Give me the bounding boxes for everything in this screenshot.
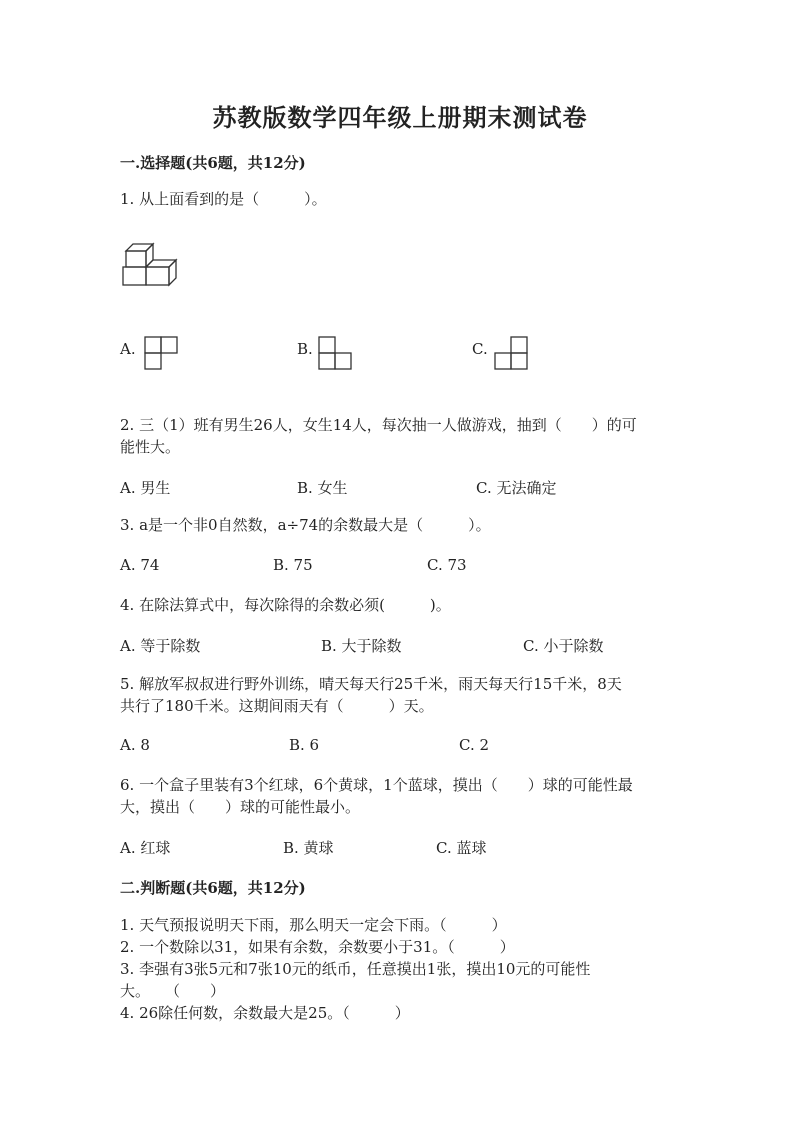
q4-option-a[interactable]: A. 等于除数 (120, 637, 201, 655)
page-title: 苏教版数学四年级上册期末测试卷 (212, 103, 588, 132)
judgement-item-4: 4. 26除任何数，余数最大是25。（ ） (120, 1004, 410, 1022)
q3-option-c[interactable]: C. 73 (427, 556, 467, 574)
cube-figure (120, 242, 182, 288)
question-6-line-1: 6. 一个盒子里装有3个红球，6个黄球，1个蓝球，摸出（ ）球的可能性最 (120, 776, 633, 794)
question-1: 1. 从上面看到的是（ ）。 (120, 190, 327, 208)
q4-option-c[interactable]: C. 小于除数 (523, 637, 604, 655)
q2-option-b[interactable]: B. 女生 (297, 479, 348, 497)
q1-option-b-figure[interactable] (318, 336, 352, 370)
q6-option-b[interactable]: B. 黄球 (283, 839, 334, 857)
q2-option-a[interactable]: A. 男生 (120, 479, 171, 497)
q5-option-a[interactable]: A. 8 (120, 736, 150, 754)
q6-option-c[interactable]: C. 蓝球 (436, 839, 487, 857)
question-4: 4. 在除法算式中，每次除得的余数必须( )。 (120, 596, 451, 614)
q1-option-c-label[interactable]: C. (472, 340, 488, 358)
question-3: 3. a是一个非0自然数，a÷74的余数最大是（ ）。 (120, 516, 491, 534)
question-6-line-2: 大，摸出（ ）球的可能性最小。 (120, 798, 361, 816)
q5-option-b[interactable]: B. 6 (289, 736, 320, 754)
judgement-item-3-line-1: 3. 李强有3张5元和7张10元的纸币，任意摸出1张，摸出10元的可能性 (120, 960, 591, 978)
question-2-line-2: 能性大。 (120, 438, 181, 456)
judgement-item-2: 2. 一个数除以31，如果有余数，余数要小于31。（ ） (120, 938, 515, 956)
q1-option-c-figure[interactable] (494, 336, 528, 370)
section-heading-judgement: 二.判断题(共6题，共12分) (120, 879, 306, 897)
q2-option-c[interactable]: C. 无法确定 (476, 479, 557, 497)
question-5-line-2: 共行了180千米。这期间雨天有（ ）天。 (120, 697, 434, 715)
question-5-line-1: 5. 解放军叔叔进行野外训练，晴天每天行25千米，雨天每天行15千米，8天 (120, 675, 622, 693)
q3-option-a[interactable]: A. 74 (120, 556, 160, 574)
section-heading-choice: 一.选择题(共6题，共12分) (120, 154, 306, 172)
q3-option-b[interactable]: B. 75 (273, 556, 313, 574)
judgement-item-1: 1. 天气预报说明天下雨，那么明天一定会下雨。（ ） (120, 916, 507, 934)
q1-option-b-label[interactable]: B. (297, 340, 313, 358)
q6-option-a[interactable]: A. 红球 (120, 839, 171, 857)
q4-option-b[interactable]: B. 大于除数 (321, 637, 402, 655)
q1-option-a-label[interactable]: A. (120, 340, 136, 358)
q5-option-c[interactable]: C. 2 (459, 736, 490, 754)
q1-option-a-figure[interactable] (144, 336, 178, 370)
judgement-item-3-line-2: 大。 （ ） (120, 982, 226, 1000)
question-2-line-1: 2. 三（1）班有男生26人，女生14人，每次抽一人做游戏，抽到（ ）的可 (120, 416, 637, 434)
